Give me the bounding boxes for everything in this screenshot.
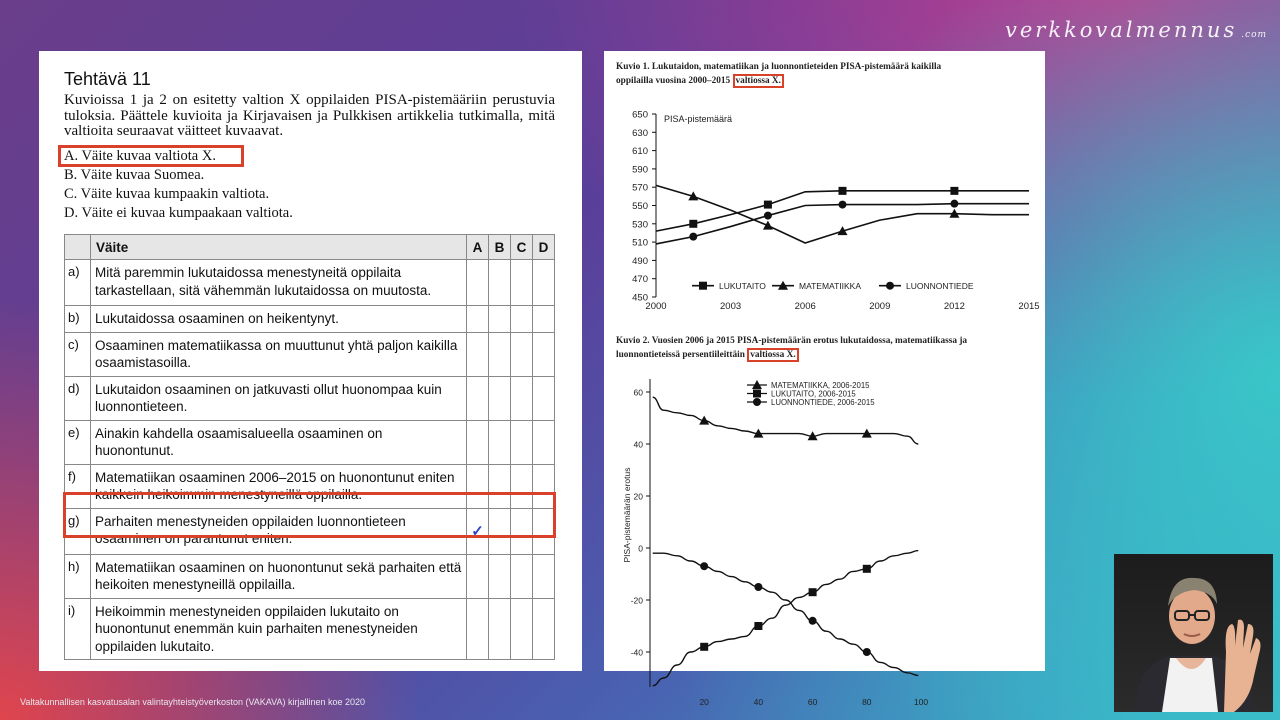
answer-cell-a[interactable] [467,554,489,598]
row-statement: Osaaminen matematiikassa on muuttunut yhtä paljon kaikilla osaamistasoilla. [91,332,467,376]
data-point-luonnontiede [809,617,817,625]
x-tick-label: 20 [699,697,709,707]
legend-label: LUONNONTIEDE, 2006-2015 [771,398,875,407]
data-point-luonnontiede [863,648,871,656]
row-label: c) [65,332,91,376]
row-label: a) [65,260,91,306]
answer-cell-d[interactable] [533,332,555,376]
row-label: i) [65,598,91,660]
highlight-option-a [58,145,244,167]
y-tick-label: 630 [632,127,648,139]
answer-cell-c[interactable] [511,554,533,598]
answer-cell-a[interactable] [467,420,489,464]
y-tick-label: 490 [632,255,648,267]
series-line-lukutaito [656,191,1029,231]
figures-page [604,51,1045,707]
y-tick-label: 60 [633,387,643,398]
task-title: Tehtävä 11 [64,69,151,89]
answer-cell-a[interactable] [467,598,489,660]
table-row [65,376,555,420]
answer-cell-c[interactable] [511,332,533,376]
option-a: A. Väite kuvaa valtiota X. [64,148,216,164]
figure2-caption-highlight: valtiossa X. [747,348,798,362]
y-axis-label: PISA-pistemäärän erotus [622,467,632,563]
row-label: d) [65,376,91,420]
data-point-lukutaito [863,565,871,573]
answer-cell-c[interactable] [511,260,533,306]
row-statement: Matematiikan osaaminen 2006–2015 on huonontunut eniten kaikkein heikoimmin menestyneillä oppilailla. [91,464,467,508]
row-statement: Matematiikan osaaminen on huonontunut sekä parhaiten että heikoiten menestyneillä oppilailla. [91,554,467,598]
data-point-lukutaito [839,187,847,195]
answer-cell-d[interactable] [533,420,555,464]
x-tick-label: 40 [753,697,764,707]
legend-label: LUKUTAITO, 2006-2015 [771,389,856,399]
answer-cell-b[interactable] [489,554,511,598]
task-intro: Kuvioissa 1 ja 2 on esitetty valtion X oppilaiden PISA-pistemääriin perustuvia tuloksia. Päättele kuvioita ja Kirjavaisen ja Pulkkisen artikkelia tutkimalla, mitä valtioita seuraavat väitteet kuvaavat. [64,92,555,139]
answer-cell-a[interactable] [467,332,489,376]
data-point-lukutaito [764,201,772,209]
figure2-caption: Kuvio 2. Vuosien 2006 ja 2015 PISA-pistemäärän erotus lukutaidossa, matematiikassa ja luonnontieteissä persentiileittäin valtiossa X. [616,336,968,360]
row-label: g) [65,508,91,554]
row-statement: Ainakin kahdella osaamisalueella osaaminen on huonontunut. [91,420,467,464]
series-line-lukutaito [653,551,919,686]
y-tick-label: -20 [630,595,643,606]
row-statement: Heikoimmin menestyneiden oppilaiden lukutaito on huonontunut enemmän kuin parhaiten menestyneiden oppilaiden lukutaito. [91,598,467,660]
answer-cell-b[interactable] [489,598,511,660]
brand-logo: verkkovalmennus .com [1005,18,1268,42]
y-tick-label: 40 [633,439,643,450]
statement-table [64,234,555,660]
x-tick-label: 2012 [943,301,965,312]
question-page [39,51,582,671]
row-statement: Parhaiten menestyneiden oppilaiden luonnontieteen osaaminen on parantunut eniten. [91,508,467,554]
table-header-row [65,235,555,260]
figure1-chart [604,101,1045,316]
series-line-luonnontiede [656,204,1029,244]
answer-cell-d[interactable] [533,554,555,598]
answer-cell-b[interactable] [489,332,511,376]
answer-cell-c[interactable] [511,306,533,333]
x-tick-label: 60 [807,697,818,707]
answer-cell-b[interactable] [489,420,511,464]
answer-cell-a[interactable] [467,260,489,306]
data-point-luonnontiede [764,212,772,220]
data-point-luonnontiede [700,562,708,570]
answer-cell-b[interactable] [489,260,511,306]
figure2-chart [604,369,1045,707]
option-c: C. Väite kuvaa kumpaakin valtiota. [64,186,270,202]
answer-cell-a[interactable] [467,376,489,420]
highlight-row-g [63,492,556,538]
x-tick-label: 2000 [645,301,667,312]
y-tick-label: 650 [632,109,648,121]
option-d: D. Väite ei kuvaa kumpaakaan valtiota. [64,205,293,221]
header-d: D [533,235,555,260]
table-row [65,306,555,333]
header-statement: Väite [91,235,467,260]
data-point-lukutaito [754,622,762,630]
answer-cell-d[interactable] [533,260,555,306]
answer-cell-d[interactable] [533,598,555,660]
legend-marker [699,282,707,290]
answer-cell-b[interactable] [489,306,511,333]
series-line-luonnontiede [653,553,919,675]
row-label: b) [65,306,91,333]
answer-cell-c[interactable] [511,420,533,464]
legend-label: LUKUTAITO [719,281,766,292]
legend-marker [886,282,894,290]
x-tick-label: 2006 [794,301,816,312]
answer-cell-d[interactable] [533,376,555,420]
row-statement: Mitä paremmin lukutaidossa menestyneitä oppilaita tarkastellaan, sitä vähemmän lukutaidossa on muutosta. [91,260,467,306]
y-axis-label: PISA-pistemäärä [664,114,733,124]
y-tick-label: 530 [632,219,648,231]
data-point-luonnontiede [689,233,697,241]
data-point-luonnontiede [950,200,958,208]
y-tick-label: 470 [632,274,648,286]
option-b: B. Väite kuvaa Suomea. [64,167,205,183]
legend-label: MATEMATIIKKA [799,281,862,292]
y-tick-label: 570 [632,182,648,194]
row-label: e) [65,420,91,464]
x-tick-label: 2015 [1018,301,1040,312]
data-point-luonnontiede [839,201,847,209]
data-point-matematiikka [763,221,773,230]
answer-cell-c[interactable] [511,376,533,420]
header-label-col [65,235,91,260]
y-tick-label: 590 [632,164,648,176]
answer-cell-c[interactable] [511,598,533,660]
x-tick-label: 100 [913,697,929,707]
data-point-lukutaito [809,588,817,596]
row-label: h) [65,554,91,598]
header-c: C [511,235,533,260]
row-statement: Lukutaidon osaaminen on jatkuvasti ollut huonompaa kuin luonnontieteen. [91,376,467,420]
table-row [65,554,555,598]
row-statement: Lukutaidossa osaaminen on heikentynyt. [91,306,467,333]
data-point-luonnontiede [754,583,762,591]
figure1-caption: Kuvio 1. Lukutaidon, matematiikan ja luonnontieteiden PISA-pistemäärä kaikilla oppilailla vuosina 2000–2015 valtiossa X. [616,62,942,86]
answer-cell-a[interactable] [467,306,489,333]
check-mark-icon: ✓ [471,523,484,540]
table-row [65,420,555,464]
legend-marker [753,390,761,398]
y-tick-label: 550 [632,201,648,212]
answer-cell-b[interactable] [489,376,511,420]
legend-label: LUONNONTIEDE [906,281,974,292]
legend-label: MATEMATIIKKA, 2006-2015 [771,381,870,390]
figure1-caption-highlight: valtiossa X. [733,74,784,88]
footer-source: Valtakunnallisen kasvatusalan valintayhteistyöverkoston (VAKAVA) kirjallinen koe 2020 [20,697,366,707]
x-tick-label: 2003 [720,301,742,312]
y-tick-label: 610 [632,146,648,158]
presenter-video-icon [1114,554,1273,712]
row-label: f) [65,464,91,508]
table-row [65,598,555,660]
y-tick-label: 20 [633,491,643,502]
answer-cell-d[interactable] [533,306,555,333]
data-point-lukutaito [700,643,708,651]
y-tick-label: 510 [632,237,648,249]
table-row [65,260,555,306]
header-a: A [467,235,489,260]
y-tick-label: -40 [630,647,643,658]
presenter-webcam [1114,554,1273,712]
x-tick-label: 80 [862,697,872,707]
y-tick-label: 450 [632,292,648,304]
data-point-lukutaito [689,220,697,228]
legend-marker [753,398,761,406]
header-b: B [489,235,511,260]
data-point-lukutaito [950,187,958,195]
x-tick-label: 2009 [869,301,891,312]
y-tick-label: 0 [638,543,643,554]
table-row [65,332,555,376]
